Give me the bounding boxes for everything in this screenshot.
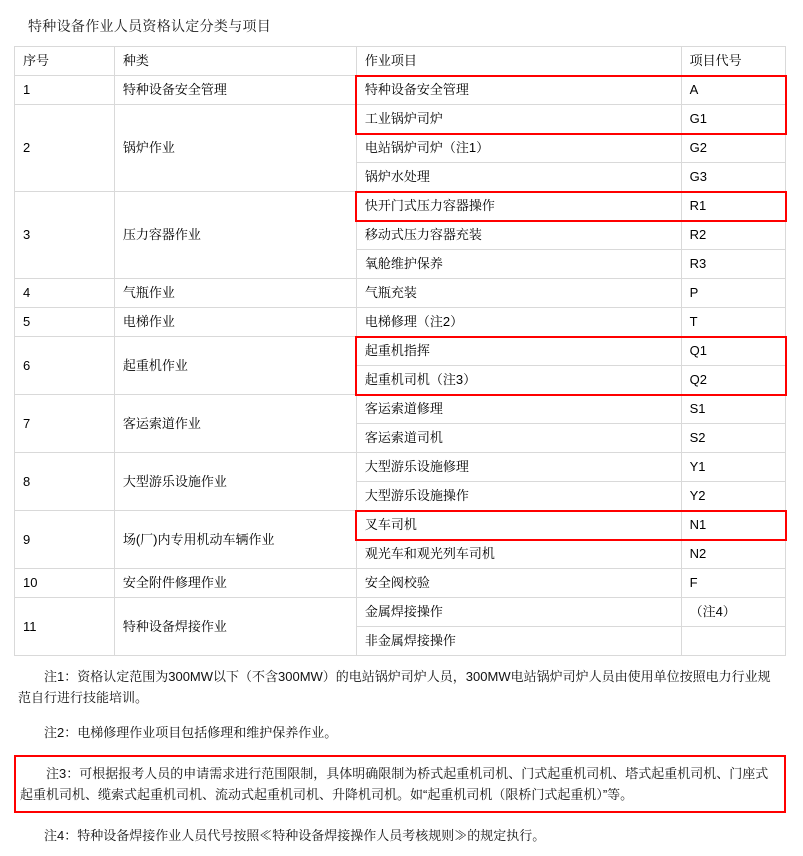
table-row <box>15 395 786 424</box>
cell-item-text: 起重机司机（注3） <box>364 372 477 387</box>
cell-code-text: Y2 <box>689 488 706 503</box>
cell-item <box>356 424 681 453</box>
cell-code <box>681 366 785 395</box>
cell-kind-text: 特种设备安全管理 <box>122 82 227 97</box>
cell-kind <box>114 192 356 279</box>
cell-code <box>681 424 785 453</box>
column-header-code <box>681 47 785 76</box>
cell-no <box>15 337 115 395</box>
cell-code <box>681 540 785 569</box>
cell-code-text: Q2 <box>689 372 707 387</box>
cell-no <box>15 511 115 569</box>
cell-code <box>681 221 785 250</box>
cell-kind <box>114 569 356 598</box>
cell-kind <box>114 598 356 656</box>
cell-no-text: 8 <box>23 473 31 489</box>
table-row <box>15 192 786 221</box>
cell-kind-text: 气瓶作业 <box>122 285 175 300</box>
cell-item-text: 特种设备安全管理 <box>364 82 469 97</box>
table-header-row <box>15 47 786 76</box>
cell-item <box>356 134 681 163</box>
cell-code <box>681 308 785 337</box>
cell-kind-text: 特种设备焊接作业 <box>122 618 227 634</box>
cell-code-text: P <box>689 285 699 300</box>
cell-item-text: 客运索道修理 <box>364 401 443 416</box>
cell-no-text: 5 <box>23 314 31 329</box>
cell-code <box>681 105 785 134</box>
cell-code-text: S2 <box>689 430 706 445</box>
cell-no <box>15 598 115 656</box>
cell-no <box>15 192 115 279</box>
cell-code <box>681 163 785 192</box>
cell-code <box>681 627 785 656</box>
cell-item-text: 金属焊接操作 <box>364 604 443 619</box>
cell-no <box>15 308 115 337</box>
cell-no-text: 3 <box>23 227 31 242</box>
cell-item <box>356 598 681 627</box>
cell-kind <box>114 308 356 337</box>
column-header-kind <box>114 47 356 76</box>
cell-code <box>681 134 785 163</box>
cell-code <box>681 598 785 627</box>
cell-code <box>681 279 785 308</box>
cell-item-text: 起重机指挥 <box>364 343 430 358</box>
cell-code-text: （注4） <box>689 604 736 619</box>
cell-no <box>15 453 115 511</box>
cell-kind-text: 压力容器作业 <box>122 227 201 242</box>
column-header-no <box>15 47 115 76</box>
cell-item-text: 非金属焊接操作 <box>364 633 456 648</box>
cell-item-text: 观光车和观光列车司机 <box>364 546 495 561</box>
cell-item <box>356 105 681 134</box>
cell-no <box>15 105 115 192</box>
cell-no <box>15 569 115 598</box>
cell-kind-text: 锅炉作业 <box>122 140 175 155</box>
cell-item <box>356 453 681 482</box>
cell-no-text: 1 <box>23 82 31 97</box>
cell-item-text: 移动式压力容器充装 <box>364 227 482 242</box>
column-header-item-label: 作业项目 <box>364 53 417 68</box>
column-header-item <box>356 47 681 76</box>
cell-code-text: S1 <box>689 401 706 416</box>
column-header-code-label: 项目代号 <box>689 53 742 68</box>
cell-item-text: 叉车司机 <box>364 517 417 532</box>
cell-item <box>356 540 681 569</box>
cell-no-text: 11 <box>23 618 37 634</box>
cell-code-text: R3 <box>689 256 707 271</box>
note-paragraph: 注2：电梯修理作业项目包括修理和维护保养作业。 <box>44 725 338 740</box>
cell-code <box>681 76 785 105</box>
column-header-no-label: 序号 <box>23 53 50 68</box>
cell-item <box>356 511 681 540</box>
cell-item <box>356 221 681 250</box>
cell-code-text: R2 <box>689 227 707 242</box>
note-paragraph: 注1：资格认定范围为300MW以下（不含300MW）的电站锅炉司炉人员，300MW电站锅炉司炉人员由使用单位按照电力行业规范自行进行技能培训。 <box>18 669 771 705</box>
cell-code <box>681 511 785 540</box>
cell-no-text: 2 <box>23 140 31 155</box>
cell-kind-text: 客运索道作业 <box>122 415 201 431</box>
table-row <box>15 308 786 337</box>
note-paragraph: 注3：可根据报考人员的申请需求进行范围限制，具体明确限制为桥式起重机司机、门式起重机司机、塔式起重机司机、门座式起重机司机、缆索式起重机司机、流动式起重机司机、升降机司机。如“起重机司机（限桥门式起重机）”等。 <box>14 755 786 813</box>
cell-item-text: 锅炉水处理 <box>364 169 430 184</box>
table-row <box>15 453 786 482</box>
table-row <box>15 511 786 540</box>
cell-code <box>681 337 785 366</box>
cell-item <box>356 163 681 192</box>
cell-item <box>356 76 681 105</box>
table-row <box>15 279 786 308</box>
table-body <box>15 76 786 656</box>
cell-no-text: 6 <box>23 357 31 373</box>
cell-item-text: 大型游乐设施修理 <box>364 459 469 474</box>
table-row <box>15 337 786 366</box>
cell-kind-text: 场(厂)内专用机动车辆作业 <box>122 531 275 547</box>
page-title: 特种设备作业人员资格认定分类与项目 <box>28 18 272 34</box>
cell-no-text: 7 <box>23 415 31 431</box>
cell-kind-text: 安全附件修理作业 <box>122 575 227 590</box>
cell-kind-text: 大型游乐设施作业 <box>122 473 227 489</box>
cell-item-text: 快开门式压力容器操作 <box>364 198 495 213</box>
cell-code-text: A <box>689 82 699 97</box>
cell-item-text: 氧舱维护保养 <box>364 256 443 271</box>
cell-code <box>681 192 785 221</box>
note-paragraph: 注4：特种设备焊接作业人员代号按照≪特种设备焊接操作人员考核规则≫的规定执行。 <box>44 828 546 843</box>
cell-kind <box>114 76 356 105</box>
cell-no-text: 9 <box>23 531 31 547</box>
cell-kind-text: 电梯作业 <box>122 314 175 329</box>
cell-code-text: Y1 <box>689 459 706 474</box>
cell-item-text: 安全阀校验 <box>364 575 430 590</box>
notes-section <box>14 664 786 848</box>
cell-no <box>15 279 115 308</box>
cell-code <box>681 395 785 424</box>
cell-item <box>356 482 681 511</box>
cell-kind-text: 起重机作业 <box>122 357 188 373</box>
cell-code <box>681 569 785 598</box>
cell-code-text: Q1 <box>689 343 707 358</box>
cell-code-text: G2 <box>689 140 707 155</box>
cell-code-text: T <box>689 314 698 329</box>
cell-item <box>356 192 681 221</box>
cell-kind <box>114 511 356 569</box>
qualification-table <box>14 46 786 656</box>
cell-code-text: N2 <box>689 546 707 561</box>
cell-kind <box>114 337 356 395</box>
cell-code-text: R1 <box>689 198 707 213</box>
table-row <box>15 598 786 627</box>
cell-kind <box>114 279 356 308</box>
cell-code-text: G3 <box>689 169 707 184</box>
table-row <box>15 76 786 105</box>
cell-code-text <box>682 627 785 655</box>
cell-item <box>356 569 681 598</box>
cell-item <box>356 279 681 308</box>
cell-kind <box>114 105 356 192</box>
cell-item <box>356 250 681 279</box>
cell-kind <box>114 395 356 453</box>
cell-code <box>681 453 785 482</box>
cell-no-text: 10 <box>23 575 38 590</box>
cell-item <box>356 308 681 337</box>
cell-no-text: 4 <box>23 285 31 300</box>
cell-item <box>356 366 681 395</box>
cell-no <box>15 395 115 453</box>
cell-kind <box>114 453 356 511</box>
cell-item-text: 气瓶充装 <box>364 285 417 300</box>
cell-no <box>15 76 115 105</box>
cell-item <box>356 627 681 656</box>
cell-code <box>681 250 785 279</box>
cell-item-text: 电梯修理（注2） <box>364 314 464 329</box>
cell-code-text: N1 <box>689 517 707 532</box>
cell-code-text: F <box>689 575 698 590</box>
table-wrapper <box>14 46 789 656</box>
cell-code-text: G1 <box>689 111 707 126</box>
table-row <box>15 569 786 598</box>
cell-item <box>356 337 681 366</box>
cell-item-text: 工业锅炉司炉 <box>364 111 443 126</box>
cell-item-text: 大型游乐设施操作 <box>364 488 469 503</box>
cell-item-text: 电站锅炉司炉（注1） <box>364 140 490 155</box>
cell-code <box>681 482 785 511</box>
cell-item <box>356 395 681 424</box>
table-row <box>15 105 786 134</box>
cell-item-text: 客运索道司机 <box>364 430 443 445</box>
table-head <box>15 47 786 76</box>
column-header-kind-label: 种类 <box>122 53 149 68</box>
